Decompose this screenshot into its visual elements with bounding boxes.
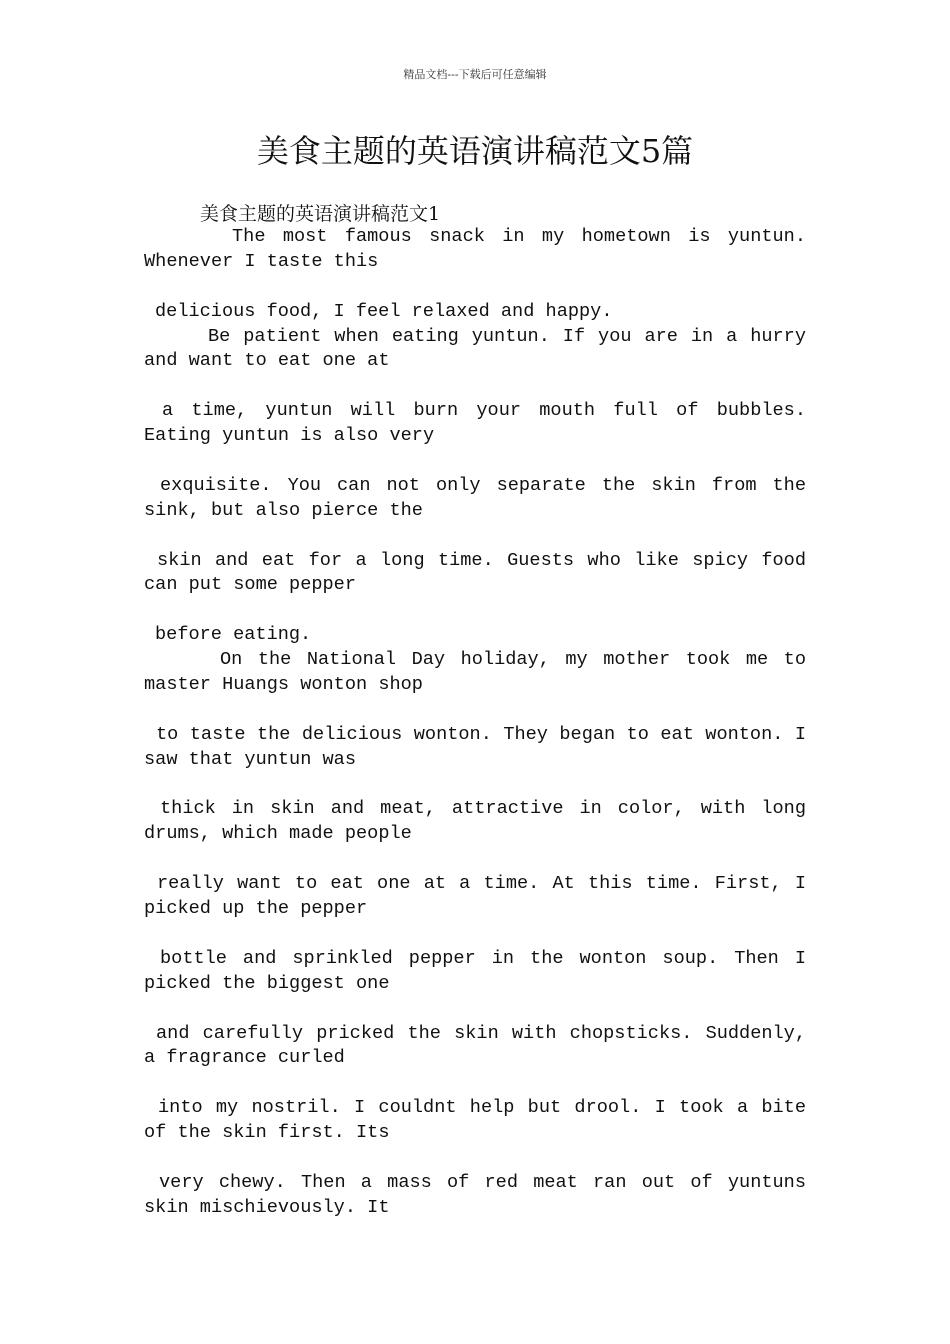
- text-line: to taste the delicious wonton. They began to eat wonton. I: [156, 723, 806, 745]
- text-line: very chewy. Then a mass of red meat ran out of yuntuns: [159, 1171, 806, 1193]
- text-line: On the National Day holiday, my mother took me to: [220, 649, 806, 671]
- text-line: exquisite. You can not only separate the skin from the: [160, 474, 806, 496]
- section-heading: 美食主题的英语演讲稿范文1: [200, 203, 441, 225]
- text-line: before eating.: [155, 624, 312, 646]
- text-line: delicious food, I feel relaxed and happy.: [155, 300, 613, 322]
- text-line: picked the biggest one: [144, 972, 390, 994]
- text-line: of the skin first. Its: [144, 1122, 390, 1144]
- page-title: 美食主题的英语演讲稿范文5篇: [256, 132, 694, 170]
- text-line: Be patient when eating yuntun. If you are in a hurry: [208, 325, 806, 347]
- header-note: 精品文档---下载后可任意编辑: [403, 68, 547, 81]
- text-line: Eating yuntun is also very: [144, 425, 435, 447]
- text-line: picked up the pepper: [144, 898, 368, 920]
- text-line: and carefully pricked the skin with chopsticks. Suddenly,: [156, 1022, 806, 1044]
- text-line: saw that yuntun was: [144, 748, 357, 770]
- text-line: and want to eat one at: [144, 350, 390, 372]
- text-line: master Huangs wonton shop: [144, 674, 423, 696]
- text-line: into my nostril. I couldnt help but drool. I took a bite: [158, 1097, 806, 1119]
- text-line: The most famous snack in my hometown is yuntun.: [232, 226, 806, 247]
- article-body: [144, 225, 806, 1221]
- text-line: skin and eat for a long time. Guests who like spicy food: [157, 549, 806, 571]
- text-line: really want to eat one at a time. At this time. First, I: [157, 873, 806, 895]
- text-line: skin mischievously. It: [144, 1196, 390, 1218]
- text-line: can put some pepper: [144, 574, 357, 596]
- text-line: a fragrance curled: [144, 1047, 345, 1069]
- text-line: Whenever I taste this: [144, 250, 379, 272]
- text-line: sink, but also pierce the: [144, 499, 423, 521]
- text-line: thick in skin and meat, attractive in color, with long: [160, 798, 806, 820]
- text-line: bottle and sprinkled pepper in the wonton soup. Then I: [160, 947, 806, 969]
- text-line: drums, which made people: [144, 823, 412, 845]
- text-line: a time, yuntun will burn your mouth full of bubbles.: [162, 400, 806, 422]
